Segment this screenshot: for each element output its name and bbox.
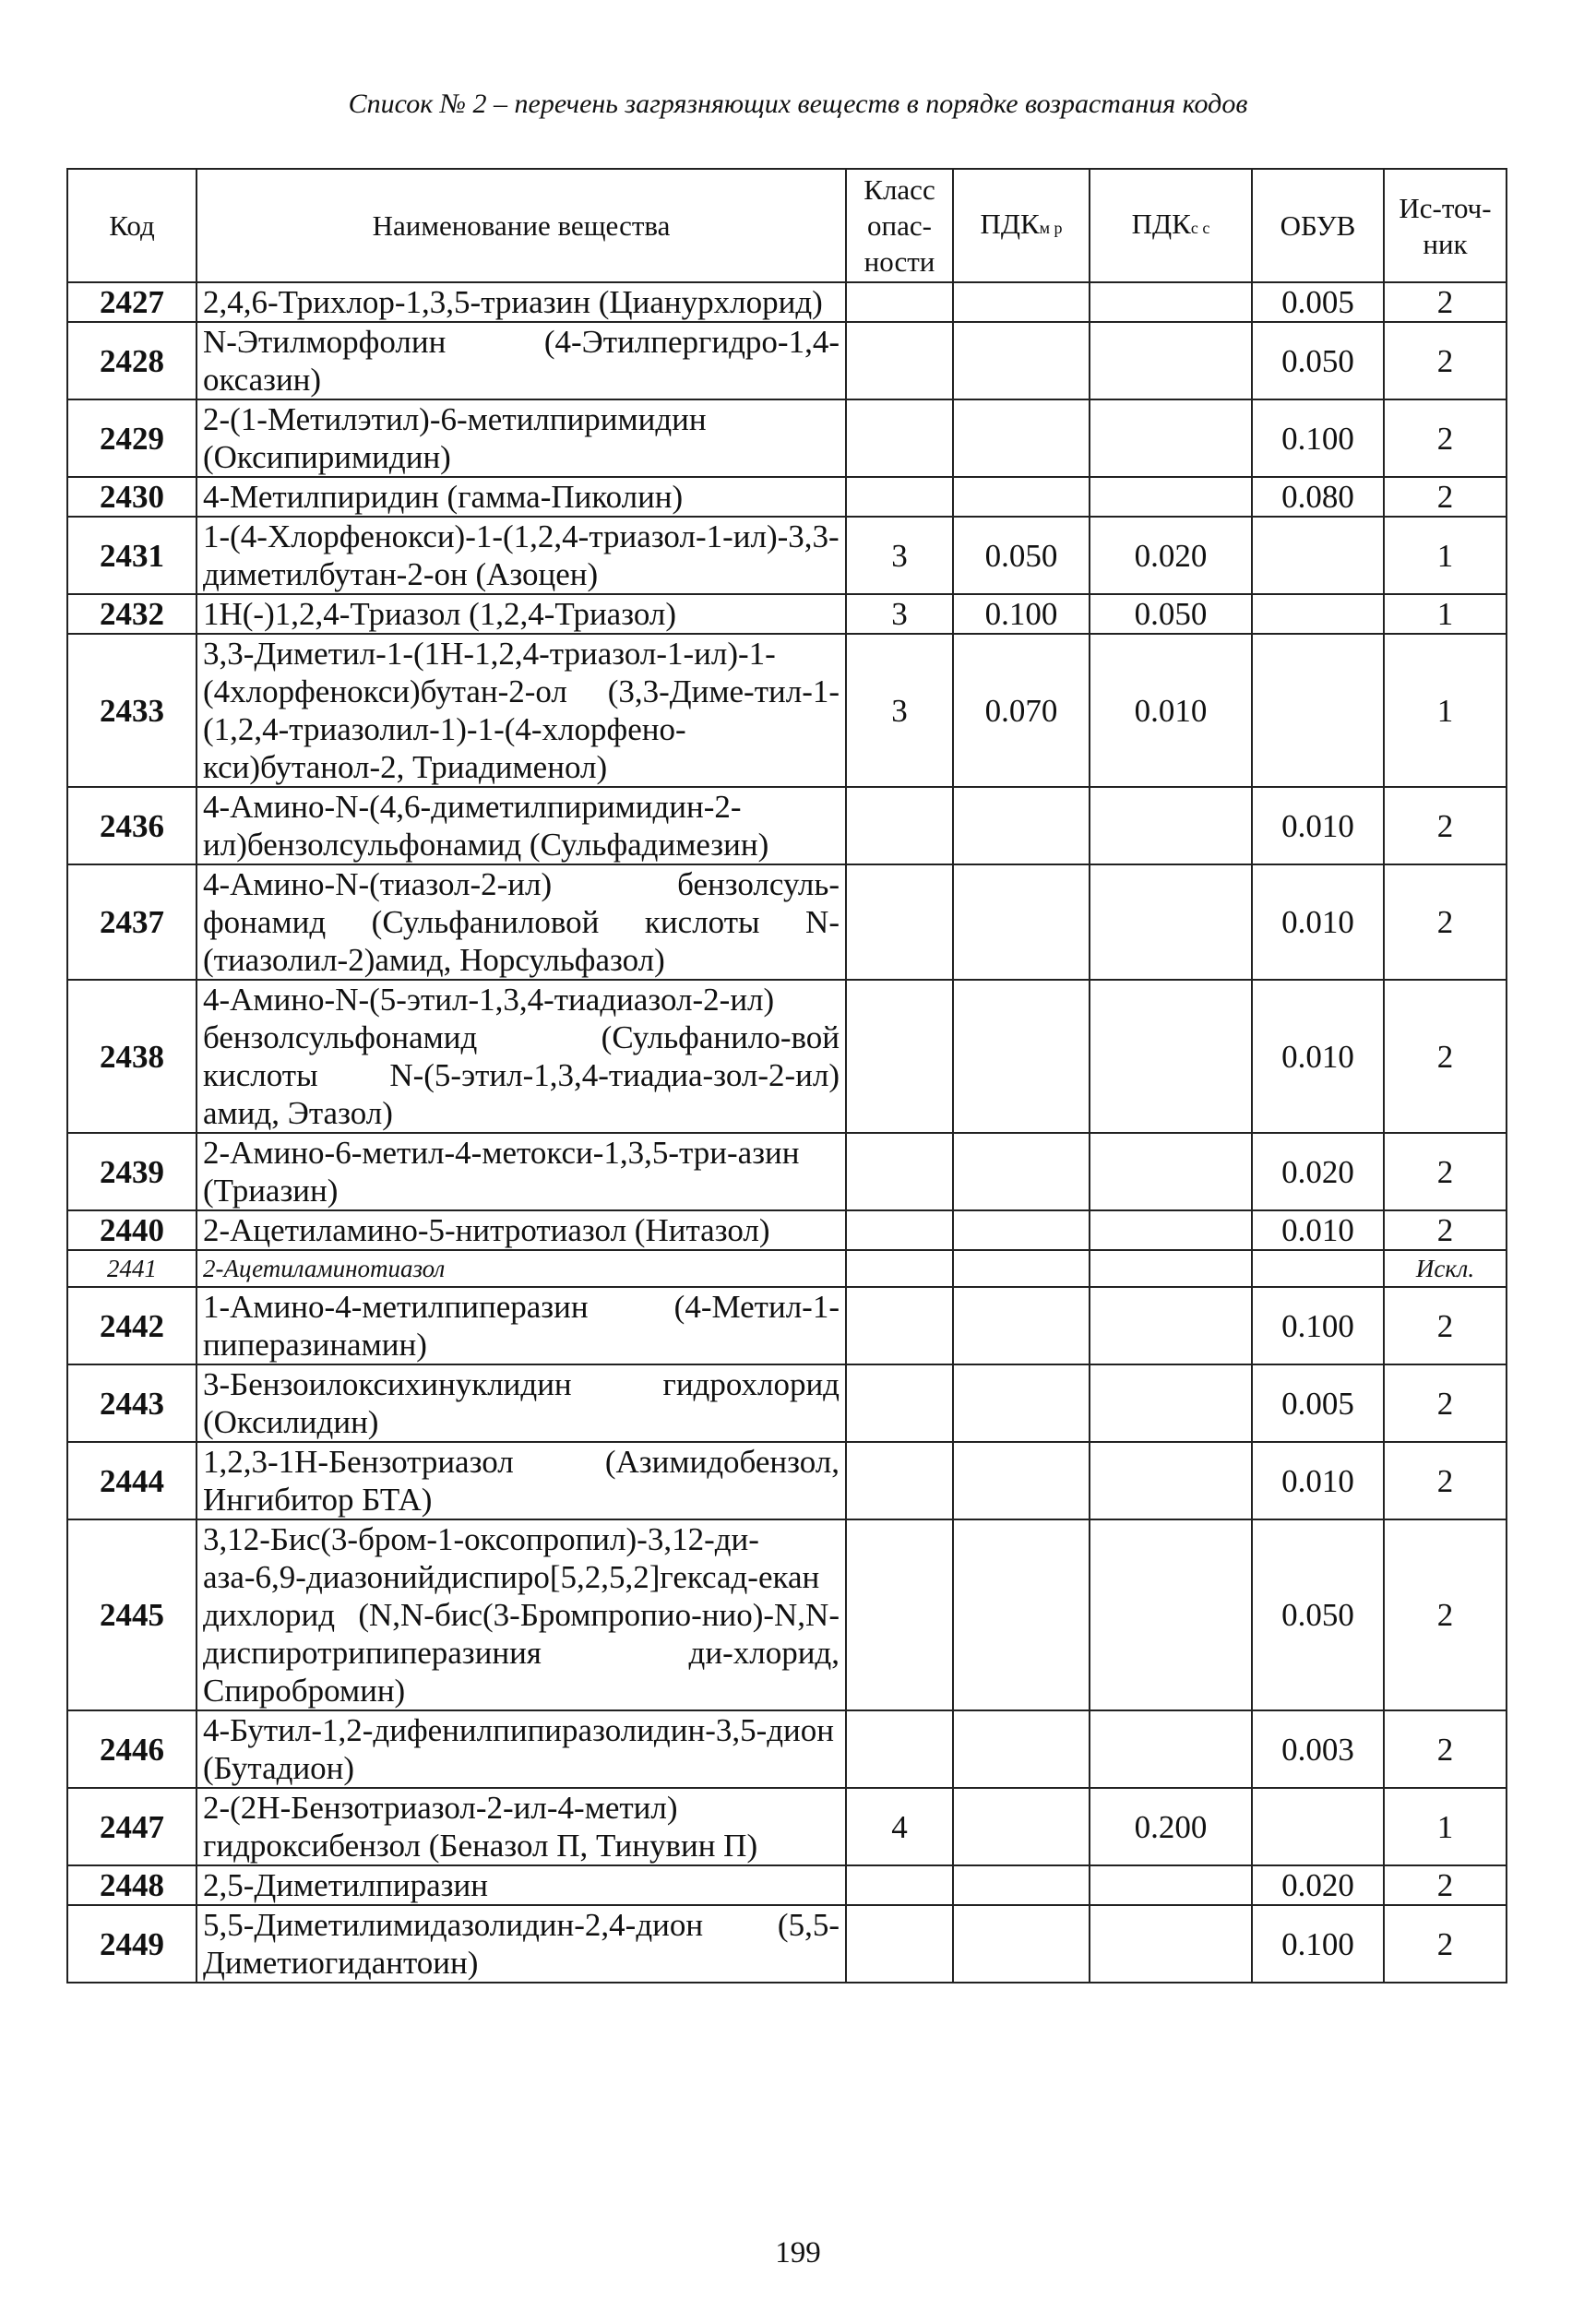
- table-row: [67, 517, 1507, 594]
- cell-name: 2,4,6-Трихлор-1,3,5-триазин (Циануpхлорид): [197, 282, 846, 322]
- cell-obuv: 0.010: [1252, 787, 1384, 864]
- cell-name: 1-(4-Хлорфенокси)-1-(1,2,4-триазол-1-ил)-3,3-диметилбутан-2-он (Азоцен): [197, 517, 846, 594]
- cell-obuv: 0.020: [1252, 1865, 1384, 1905]
- cell-name: 4-Амино-N-(тиазол-2-ил) бензолсуль-фонамид (Сульфаниловой кислоты N-(тиазолил-2)амид, Норсульфазол): [197, 864, 846, 980]
- table-row: [67, 1133, 1507, 1210]
- cell-hazard-class: [846, 1287, 953, 1364]
- cell-pdk-mr: [953, 980, 1090, 1133]
- cell-code: 2433: [67, 634, 197, 787]
- cell-name: 4-Амино-N-(4,6-диметилпиримидин-2-ил)бензолсульфонамид (Сульфадимезин): [197, 787, 846, 864]
- cell-obuv: 0.010: [1252, 1210, 1384, 1250]
- cell-hazard-class: [846, 1133, 953, 1210]
- cell-code: 2436: [67, 787, 197, 864]
- cell-pdk-mr: [953, 787, 1090, 864]
- cell-obuv: 0.100: [1252, 1905, 1384, 1983]
- cell-pdk-ss: [1090, 980, 1252, 1133]
- cell-pdk-mr: [953, 1287, 1090, 1364]
- cell-code: 2446: [67, 1710, 197, 1788]
- cell-code: 2429: [67, 399, 197, 477]
- cell-pdk-mr: [953, 282, 1090, 322]
- cell-pdk-mr: [953, 1905, 1090, 1983]
- cell-source: 1: [1384, 634, 1507, 787]
- cell-pdk-ss: [1090, 1905, 1252, 1983]
- cell-source: 2: [1384, 1133, 1507, 1210]
- table-row: [67, 1287, 1507, 1364]
- cell-obuv: 0.010: [1252, 1442, 1384, 1519]
- cell-obuv: [1252, 1250, 1384, 1287]
- cell-pdk-ss: [1090, 787, 1252, 864]
- header-obuv: ОБУВ: [1252, 169, 1384, 282]
- table-row: [67, 980, 1507, 1133]
- cell-name: 2-Ацетиламинотиазол: [197, 1250, 846, 1287]
- table-row: [67, 1519, 1507, 1710]
- cell-obuv: 0.010: [1252, 864, 1384, 980]
- cell-obuv: 0.100: [1252, 1287, 1384, 1364]
- table-row: [67, 1865, 1507, 1905]
- cell-source: 2: [1384, 322, 1507, 399]
- table-row: [67, 864, 1507, 980]
- table-row: [67, 399, 1507, 477]
- header-pdk-ss-sub: с с: [1190, 218, 1210, 237]
- cell-pdk-mr: 0.050: [953, 517, 1090, 594]
- cell-hazard-class: 4: [846, 1788, 953, 1865]
- cell-hazard-class: [846, 1250, 953, 1287]
- cell-name: 4-Амино-N-(5-этил-1,3,4-тиадиазол-2-ил) бензолсульфонамид (Сульфанило-вой кислоты N-(5-этил-1,3,4-тиадиа-зол-2-ил) амид, Этазол): [197, 980, 846, 1133]
- header-name: Наименование вещества: [197, 169, 846, 282]
- table-row: [67, 1364, 1507, 1442]
- table-row: [67, 1250, 1507, 1287]
- page-title: Список № 2 – перечень загрязняющих веществ в порядке возрастания кодов: [348, 89, 1248, 119]
- cell-code: 2445: [67, 1519, 197, 1710]
- cell-pdk-ss: [1090, 1710, 1252, 1788]
- cell-hazard-class: [846, 1865, 953, 1905]
- cell-hazard-class: [846, 399, 953, 477]
- cell-name: 5,5-Диметилимидазолидин-2,4-дион (5,5-Диметиогидантоин): [197, 1905, 846, 1983]
- cell-code: 2444: [67, 1442, 197, 1519]
- cell-name: 2-(1-Метилэтил)-6-метилпиримидин (Оксипиримидин): [197, 399, 846, 477]
- cell-code: 2448: [67, 1865, 197, 1905]
- table-row: [67, 1210, 1507, 1250]
- cell-obuv: [1252, 634, 1384, 787]
- cell-pdk-mr: [953, 1442, 1090, 1519]
- cell-pdk-ss: [1090, 1519, 1252, 1710]
- cell-pdk-ss: [1090, 1133, 1252, 1210]
- cell-hazard-class: [846, 1905, 953, 1983]
- cell-name: 1Н(-)1,2,4-Триазол (1,2,4-Триазол): [197, 594, 846, 634]
- table-row: [67, 1442, 1507, 1519]
- cell-name: 1-Амино-4-метилпиперазин (4-Метил-1-пиперазинамин): [197, 1287, 846, 1364]
- cell-pdk-mr: [953, 1788, 1090, 1865]
- cell-source: 2: [1384, 1865, 1507, 1905]
- cell-obuv: 0.050: [1252, 322, 1384, 399]
- cell-hazard-class: 3: [846, 634, 953, 787]
- cell-name: 3-Бензоилоксихинуклидин гидрохлорид (Оксилидин): [197, 1364, 846, 1442]
- cell-hazard-class: 3: [846, 594, 953, 634]
- cell-code: 2449: [67, 1905, 197, 1983]
- cell-pdk-ss: [1090, 1865, 1252, 1905]
- header-source: Ис-точ-ник: [1384, 169, 1507, 282]
- cell-pdk-mr: [953, 1519, 1090, 1710]
- header-pdk-ss: [1090, 169, 1252, 282]
- header-hazard-class: Класс опас-ности: [846, 169, 953, 282]
- header-pdk-ss-label: ПДК: [1131, 207, 1191, 240]
- cell-pdk-mr: [953, 1865, 1090, 1905]
- cell-obuv: [1252, 517, 1384, 594]
- cell-name: 2-(2Н-Бензотриазол-2-ил-4-метил) гидроксибензол (Беназол П, Тинувин П): [197, 1788, 846, 1865]
- cell-pdk-mr: [953, 1710, 1090, 1788]
- cell-obuv: 0.005: [1252, 1364, 1384, 1442]
- cell-hazard-class: [846, 1519, 953, 1710]
- page-number: 199: [775, 2236, 821, 2269]
- cell-source: 2: [1384, 1519, 1507, 1710]
- cell-source: 2: [1384, 1364, 1507, 1442]
- table-row: [67, 322, 1507, 399]
- cell-source: 2: [1384, 1905, 1507, 1983]
- cell-name: 1,2,3-1Н-Бензотриазол (Азимидобензол, Ингибитор БТА): [197, 1442, 846, 1519]
- cell-source: 2: [1384, 282, 1507, 322]
- table-row: [67, 1788, 1507, 1865]
- cell-pdk-mr: [953, 322, 1090, 399]
- header-code: Код: [67, 169, 197, 282]
- cell-source: 2: [1384, 864, 1507, 980]
- table-row: [67, 1710, 1507, 1788]
- cell-code: 2439: [67, 1133, 197, 1210]
- cell-obuv: 0.100: [1252, 399, 1384, 477]
- cell-pdk-mr: [953, 864, 1090, 980]
- cell-obuv: 0.050: [1252, 1519, 1384, 1710]
- cell-obuv: 0.005: [1252, 282, 1384, 322]
- cell-source: 2: [1384, 399, 1507, 477]
- cell-pdk-ss: 0.010: [1090, 634, 1252, 787]
- table-row: [67, 1905, 1507, 1983]
- cell-source: 2: [1384, 787, 1507, 864]
- cell-pdk-ss: 0.050: [1090, 594, 1252, 634]
- substances-table: [66, 168, 1507, 1983]
- cell-code: 2442: [67, 1287, 197, 1364]
- header-pdk-mr-label: ПДК: [980, 207, 1040, 240]
- cell-hazard-class: [846, 980, 953, 1133]
- cell-pdk-mr: [953, 1133, 1090, 1210]
- cell-pdk-mr: [953, 1364, 1090, 1442]
- cell-pdk-mr: [953, 477, 1090, 517]
- cell-pdk-ss: [1090, 1364, 1252, 1442]
- cell-pdk-ss: [1090, 477, 1252, 517]
- cell-code: 2432: [67, 594, 197, 634]
- cell-code: 2428: [67, 322, 197, 399]
- cell-name: 3,12-Бис(3-бром-1-оксопропил)-3,12-ди-аза-6,9-диазонийдиспиро[5,2,5,2]гексад-екан дихлорид (N,N-бис(3-Бромпропио-нио)-N,N-диспиротрипиперазиния ди-хлорид, Спиробромин): [197, 1519, 846, 1710]
- cell-hazard-class: [846, 787, 953, 864]
- cell-source: 1: [1384, 1788, 1507, 1865]
- cell-pdk-ss: 0.200: [1090, 1788, 1252, 1865]
- cell-hazard-class: [846, 1442, 953, 1519]
- cell-code: 2430: [67, 477, 197, 517]
- cell-pdk-ss: [1090, 1442, 1252, 1519]
- header-row: [67, 169, 1507, 282]
- cell-hazard-class: [846, 322, 953, 399]
- table-row: [67, 787, 1507, 864]
- cell-hazard-class: [846, 1364, 953, 1442]
- cell-obuv: 0.080: [1252, 477, 1384, 517]
- cell-hazard-class: [846, 864, 953, 980]
- cell-pdk-mr: [953, 1210, 1090, 1250]
- cell-name: 4-Бутил-1,2-дифенилпипиразолидин-3,5-дион (Бутадион): [197, 1710, 846, 1788]
- header-pdk-mr: [953, 169, 1090, 282]
- cell-code: 2441: [67, 1250, 197, 1287]
- cell-source: 2: [1384, 1287, 1507, 1364]
- cell-source: 1: [1384, 594, 1507, 634]
- cell-name: 2-Ацетиламино-5-нитротиазол (Нитазол): [197, 1210, 846, 1250]
- cell-pdk-ss: [1090, 1250, 1252, 1287]
- cell-source: 2: [1384, 980, 1507, 1133]
- cell-source: 2: [1384, 1442, 1507, 1519]
- table-row: [67, 477, 1507, 517]
- cell-name: N-Этилморфолин (4-Этилпергидро-1,4-оксазин): [197, 322, 846, 399]
- cell-hazard-class: [846, 1210, 953, 1250]
- cell-source: 1: [1384, 517, 1507, 594]
- cell-hazard-class: [846, 477, 953, 517]
- table-row: [67, 594, 1507, 634]
- cell-source: 2: [1384, 1710, 1507, 1788]
- cell-hazard-class: 3: [846, 517, 953, 594]
- cell-pdk-ss: [1090, 864, 1252, 980]
- header-pdk-mr-sub: м р: [1039, 218, 1063, 237]
- cell-source: 2: [1384, 1210, 1507, 1250]
- cell-pdk-ss: [1090, 322, 1252, 399]
- table-body: [67, 282, 1507, 1983]
- cell-source: 2: [1384, 477, 1507, 517]
- cell-obuv: 0.010: [1252, 980, 1384, 1133]
- cell-hazard-class: [846, 1710, 953, 1788]
- cell-pdk-ss: [1090, 399, 1252, 477]
- cell-code: 2438: [67, 980, 197, 1133]
- cell-hazard-class: [846, 282, 953, 322]
- cell-obuv: 0.003: [1252, 1710, 1384, 1788]
- cell-obuv: 0.020: [1252, 1133, 1384, 1210]
- cell-code: 2431: [67, 517, 197, 594]
- cell-obuv: [1252, 594, 1384, 634]
- cell-pdk-mr: 0.070: [953, 634, 1090, 787]
- cell-pdk-ss: [1090, 1287, 1252, 1364]
- cell-pdk-ss: [1090, 1210, 1252, 1250]
- cell-obuv: [1252, 1788, 1384, 1865]
- cell-source: Искл.: [1384, 1250, 1507, 1287]
- table-row: [67, 634, 1507, 787]
- table-row: [67, 282, 1507, 322]
- cell-pdk-ss: [1090, 282, 1252, 322]
- cell-code: 2437: [67, 864, 197, 980]
- cell-code: 2443: [67, 1364, 197, 1442]
- cell-pdk-mr: 0.100: [953, 594, 1090, 634]
- cell-pdk-ss: 0.020: [1090, 517, 1252, 594]
- cell-code: 2427: [67, 282, 197, 322]
- cell-pdk-mr: [953, 399, 1090, 477]
- cell-name: 3,3-Диметил-1-(1Н-1,2,4-триазол-1-ил)-1-(4хлорфенокси)бутан-2-ол (3,3-Диме-тил-1-(1,2,4-триазолил-1)-1-(4-хлорфено-кси)бутанол-2, Триадименол): [197, 634, 846, 787]
- cell-pdk-mr: [953, 1250, 1090, 1287]
- cell-name: 2,5-Диметилпиразин: [197, 1865, 846, 1905]
- cell-name: 2-Амино-6-метил-4-метокси-1,3,5-три-азин (Триазин): [197, 1133, 846, 1210]
- cell-code: 2447: [67, 1788, 197, 1865]
- cell-code: 2440: [67, 1210, 197, 1250]
- cell-name: 4-Метилпиридин (гамма-Пиколин): [197, 477, 846, 517]
